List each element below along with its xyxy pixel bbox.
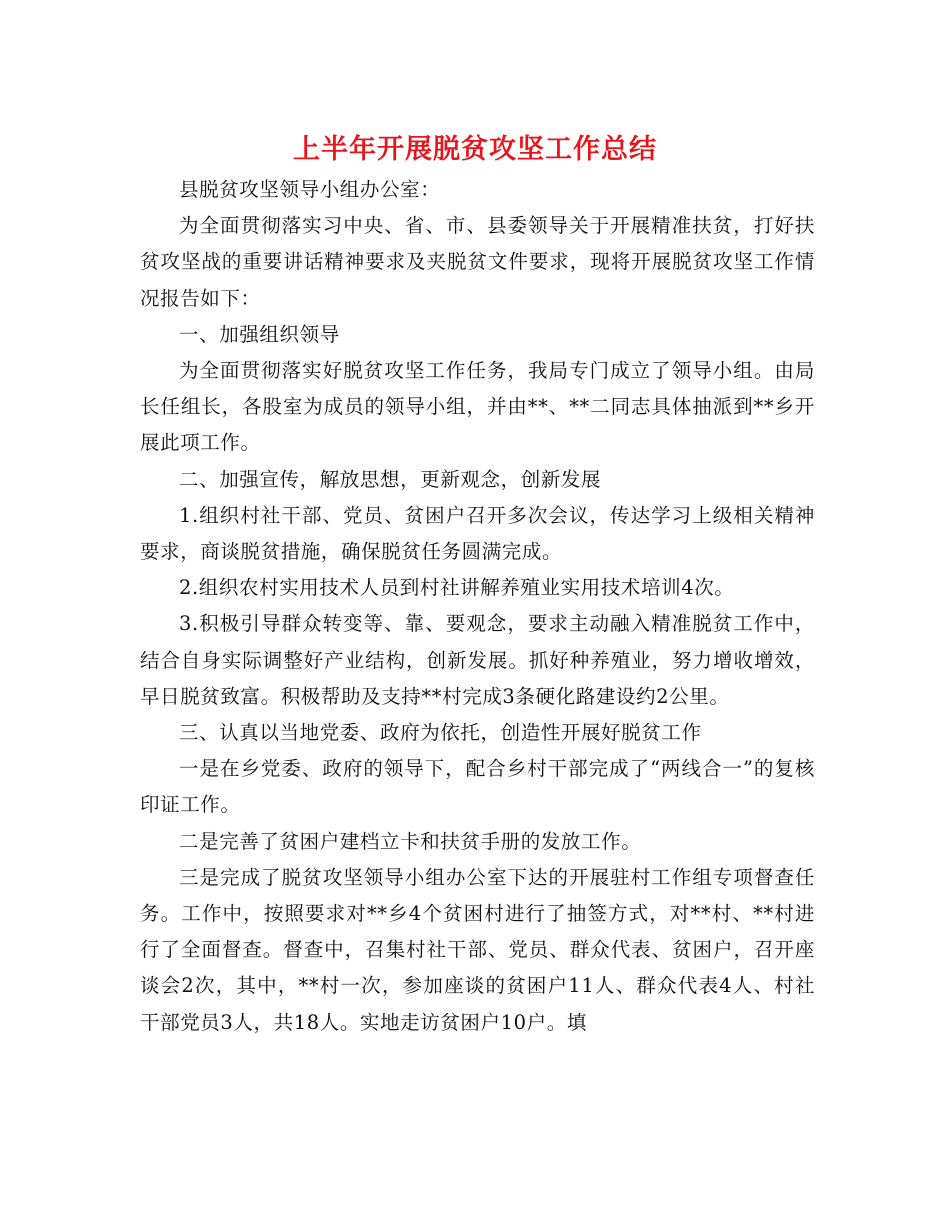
list-item-3: 3.积极引导群众转变等、靠、要观念，要求主动融入精准脱贫工作中，结合自身实际调整好产业结构，创新发展。抓好种养殖业，努力增收增效，早日脱贫致富。积极帮助及支持**村完成3条硬化路建设约2公里。 <box>140 612 815 708</box>
list-item-2: 2.组织农村实用技术人员到村社讲解养殖业实用技术培训4次。 <box>179 576 735 600</box>
paragraph-addressee: 县脱贫攻坚领导小组办公室： <box>179 178 441 201</box>
section-heading-3: 三、认真以当地党委、政府为依托，创造性开展好脱贫工作 <box>179 721 702 745</box>
paragraph-section-1: 为全面贯彻落实好脱贫攻坚工作任务，我局专门成立了领导小组。由局长任组长，各股室为成员的领导小组，并由**、**二同志具体抽派到**乡开展此项工作。 <box>140 359 815 455</box>
paragraph-intro: 为全面贯彻落实习中央、省、市、县委领导关于开展精准扶贫，打好扶贫攻坚战的重要讲话精神要求及夹脱贫文件要求，现将开展脱贫攻坚工作情况报告如下： <box>140 214 815 310</box>
section-heading-2: 二、加强宣传，解放思想，更新观念，创新发展 <box>179 467 602 491</box>
section-heading-1: 一、加强组织领导 <box>179 322 340 346</box>
paragraph-point-3: 三是完成了脱贫攻坚领导小组办公室下达的开展驻村工作组专项督查任务。工作中，按照要求对**乡4个贫困村进行了抽签方式，对**村、**村进行了全面督查。督查中，召集村社干部、党员、群众代表、贫困户，召开座谈会2次，其中，**村一次，参加座谈的贫困户11人、群众代表4人、村社干部党员3人，共18人。实地走访贫困户10户。填 <box>140 865 815 1034</box>
paragraph-point-1: 一是在乡党委、政府的领导下，配合乡村干部完成了“两线合一”的复核印证工作。 <box>140 757 815 817</box>
paragraph-point-2: 二是完善了贫困户建档立卡和扶贫手册的发放工作。 <box>179 829 642 853</box>
document-title: 上半年开展脱贫攻坚工作总结 <box>293 134 657 165</box>
document-body <box>140 172 815 1041</box>
list-item-1: 1.组织村社干部、党员、贫困户召开多次会议，传达学习上级相关精神要求，商谈脱贫措施，确保脱贫任务圆满完成。 <box>140 503 815 564</box>
